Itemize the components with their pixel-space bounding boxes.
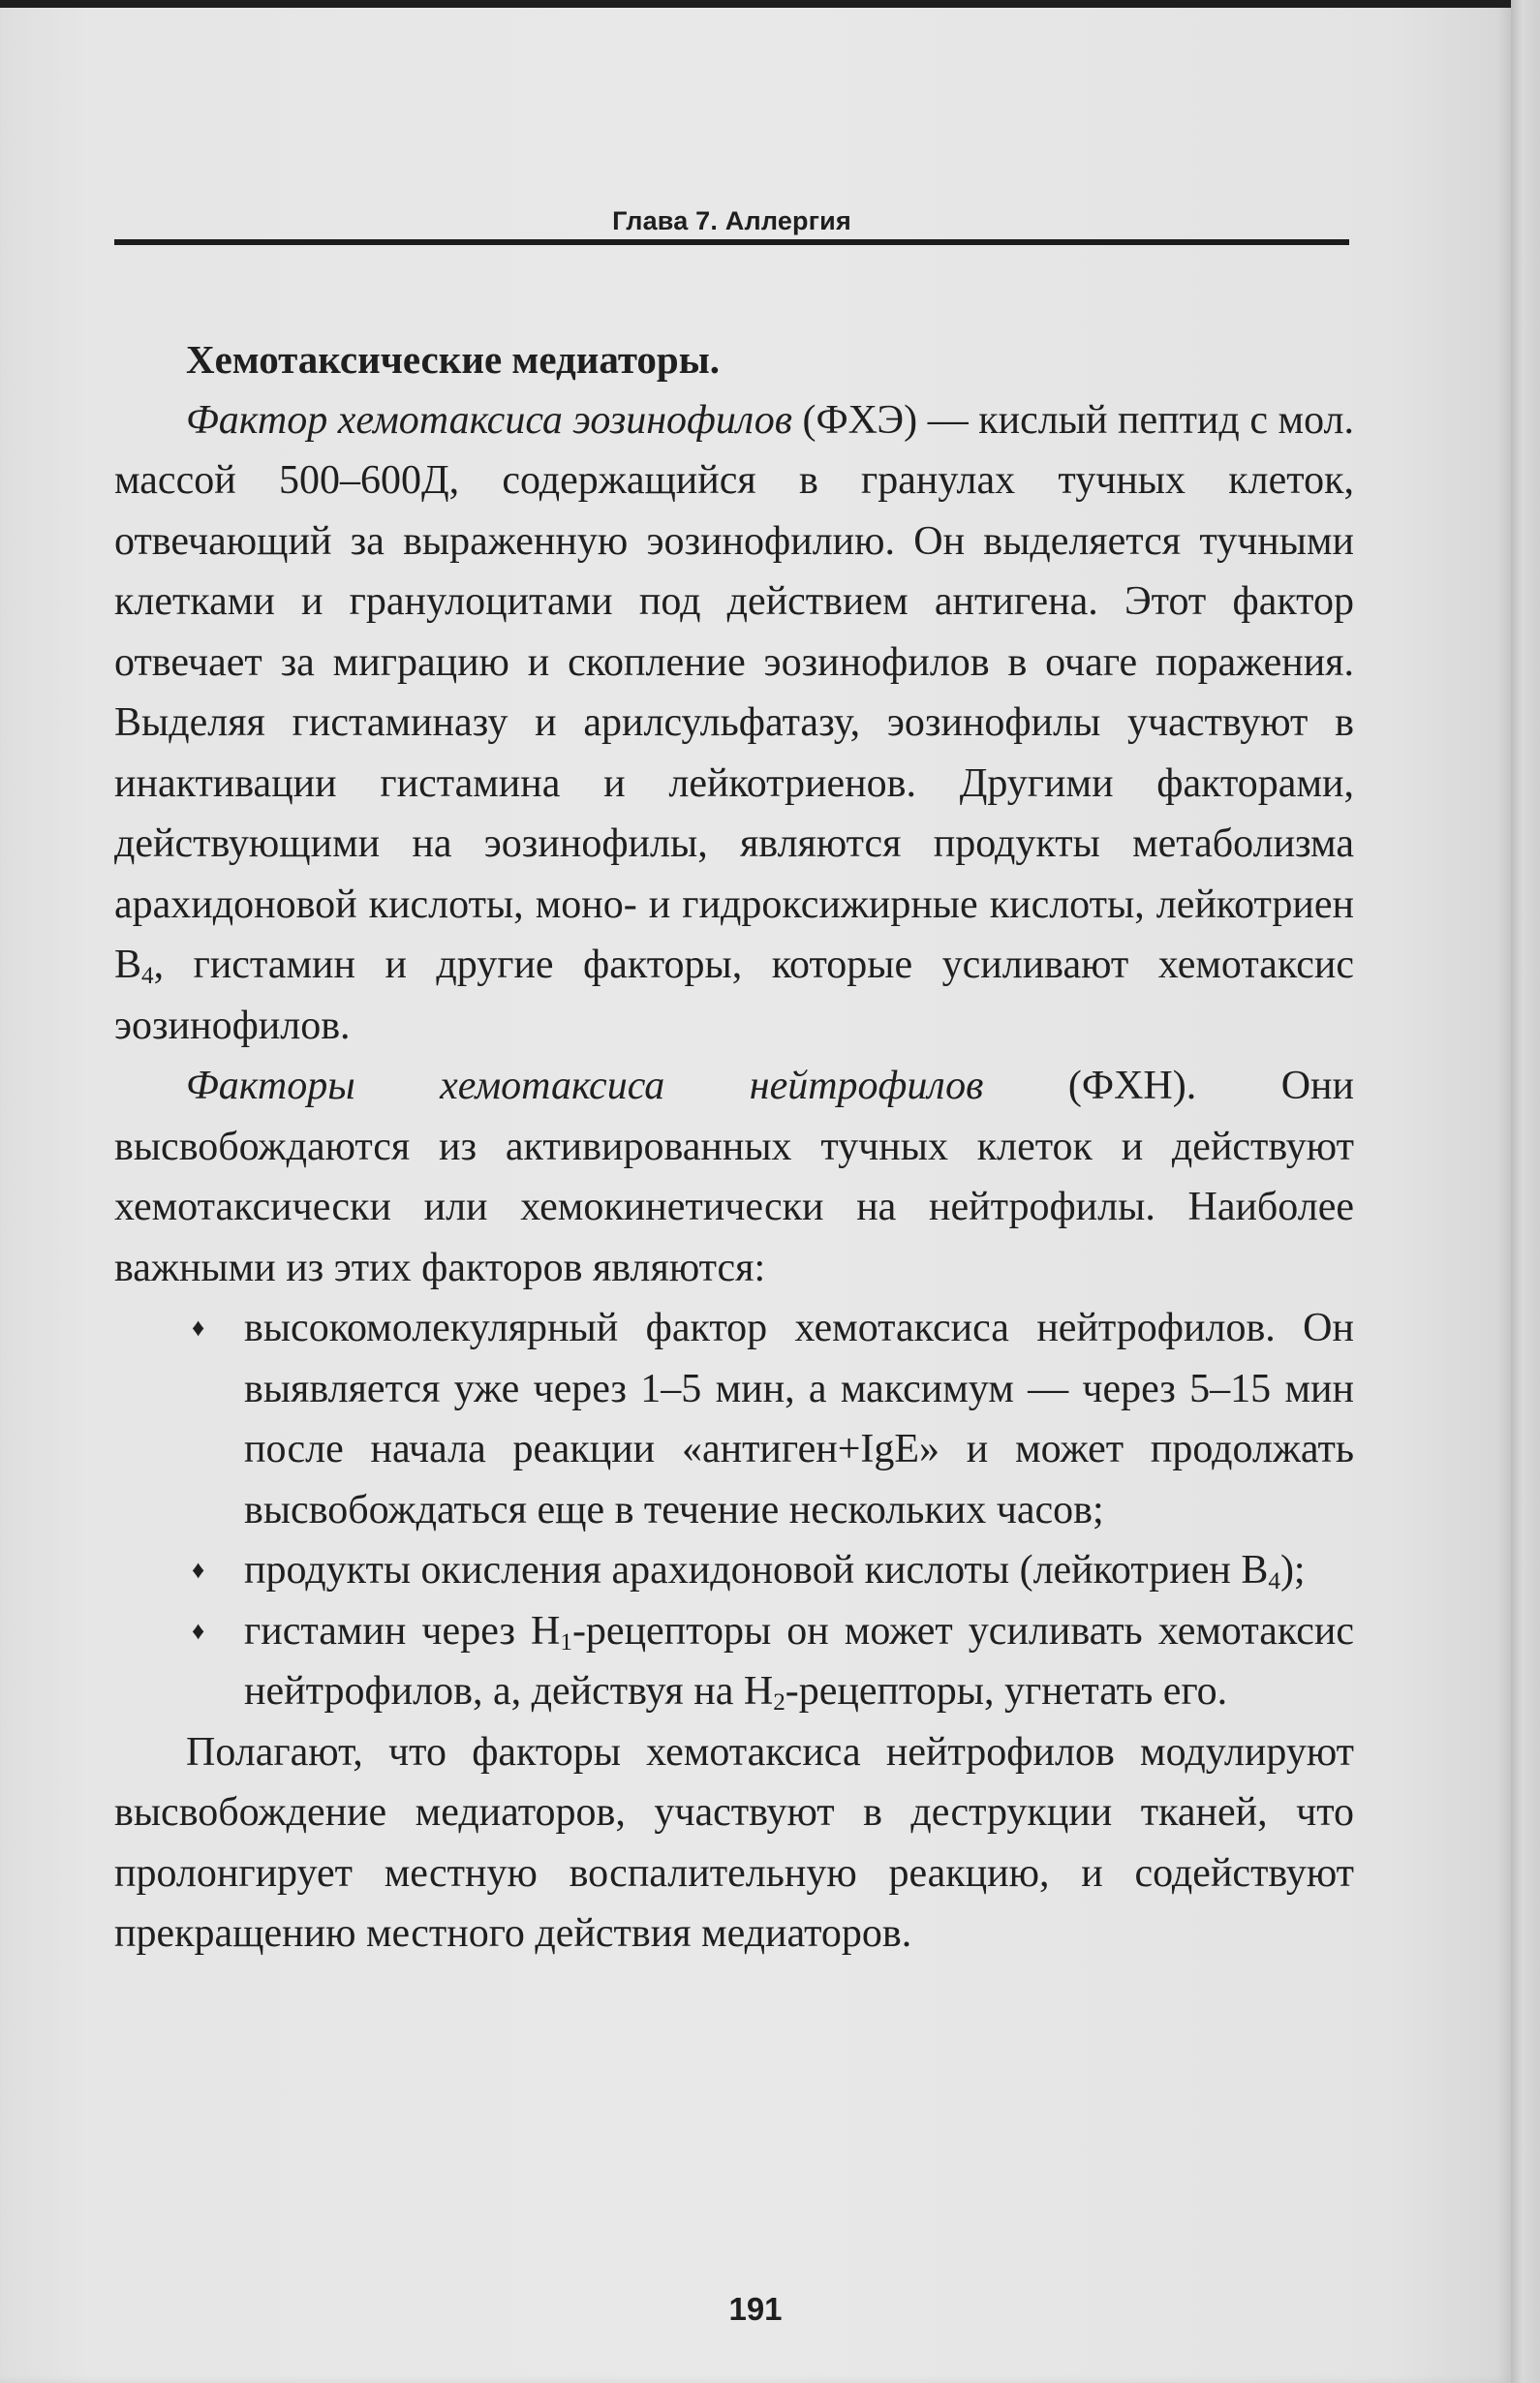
chapter-title: Глава 7. Аллергия xyxy=(612,206,851,235)
list-item-text: высокомолекулярный фактор хемотаксиса нейтрофилов. Он выявляется уже через 1–5 мин, а максимум — через 5–15 мин после начала реакции «антиген+IgE» и может продолжать высвобождаться еще в течение нескольких часов; xyxy=(244,1306,1354,1532)
list-item xyxy=(114,1298,1354,1540)
diamond-bullet-icon: ♦ xyxy=(192,1314,205,1342)
list-item-text: -рецепторы, угнетать его. xyxy=(785,1669,1228,1714)
list-item-text: ); xyxy=(1279,1548,1306,1593)
subscript: 4 xyxy=(141,963,154,989)
diamond-bullet-icon: ♦ xyxy=(192,1556,205,1584)
factor-list xyxy=(114,1298,1354,1722)
page-number: 191 xyxy=(728,2291,783,2327)
running-head xyxy=(114,199,1349,245)
list-item-text: продукты окисления арахидоновой кислоты (лейкотриен B xyxy=(244,1548,1269,1593)
term-eosinophil-factor: Фактор хемотаксиса эозинофилов xyxy=(186,397,792,443)
header-rule xyxy=(114,239,1349,245)
paragraph-conclusion: Полагают, что факторы хемотаксиса нейтрофилов модулируют высвобождение медиаторов, участвуют в деструкции тканей, что пролонгирует местную воспалительную реакцию, и содействуют прекращению местного действия медиаторов. xyxy=(114,1729,1354,1956)
paragraph-text: (ФХН). Они высвобождаются из активированных тучных клеток и действуют хемотаксически или хемокинетически на нейтрофилы. Наиболее важными из этих факторов являются: xyxy=(114,1064,1354,1290)
subscript: 2 xyxy=(773,1689,785,1716)
list-item xyxy=(114,1601,1354,1722)
body-text xyxy=(114,329,1354,1965)
paragraph-text: , гистамин и другие факторы, которые усиливают хемотаксис эозинофилов. xyxy=(114,943,1354,1048)
section-heading: Хемотаксические медиаторы. xyxy=(186,337,720,382)
subscript: 1 xyxy=(560,1628,572,1656)
subscript: 4 xyxy=(1268,1568,1280,1594)
page-top-edge xyxy=(0,0,1511,8)
paragraph-eosinophil-factor xyxy=(114,390,1354,1057)
term-neutrophil-factors: Факторы хемотаксиса нейтрофилов xyxy=(186,1064,984,1108)
page-gutter-edge xyxy=(1511,0,1540,2383)
paragraph-text: (ФХЭ) — кислый пептид с мол. массой 500–600Д, содержащийся в гранулах тучных клеток, отвечающий за выраженную эозинофилию. Он выделяется тучными клетками и гранулоцитами под действием антигена. Этот фактор отвечает за миграцию и скопление эозинофилов в очаге поражения. Выделяя гистаминазу и арилсульфатазу, эозинофилы участвуют в инактивации гистамина и лейкотриенов. Другими факторами, действующими на эозинофилы, являются продукты метаболизма арахидоновой кислоты, моно- и гидроксижирные кислоты, лейкотриен B xyxy=(114,397,1354,987)
list-item xyxy=(114,1540,1354,1601)
diamond-bullet-icon: ♦ xyxy=(192,1616,205,1645)
paragraph-neutrophil-factors xyxy=(114,1056,1354,1298)
list-item-text: гистамин через H xyxy=(244,1608,561,1654)
list-item-text: -рецепторы он может усиливать хемотаксис нейтрофилов, а, действуя на H xyxy=(244,1608,1355,1714)
